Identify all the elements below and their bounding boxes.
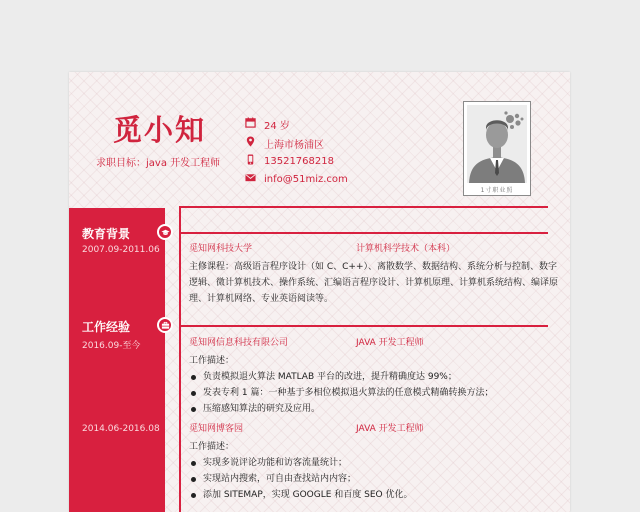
company-name: 觅知网信息科技有限公司: [189, 338, 289, 348]
resume-page: [69, 72, 570, 512]
email-text: info@51miz.com: [264, 173, 348, 185]
job-date: 2014.06-2016.08: [82, 424, 160, 434]
job-desc-label: 工作描述：: [189, 442, 235, 452]
job-entry: [189, 421, 559, 503]
mail-icon: [245, 172, 264, 186]
list-item: 实现站内搜索，可自由查找站内内容；: [189, 471, 559, 487]
job-bullets: [189, 455, 559, 503]
divider: [179, 325, 548, 327]
photo-caption: 1寸职业照: [480, 187, 514, 194]
major-name: 计算机科学技术（本科）: [356, 244, 456, 254]
job-bullets: [189, 369, 559, 417]
divider: [179, 232, 548, 234]
list-item: 压缩感知算法的研究及应用。: [189, 401, 559, 417]
list-item: 实现多说评论功能和访客流量统计；: [189, 455, 559, 471]
education-entry: [189, 241, 559, 307]
age-text: 24 岁: [264, 120, 290, 132]
section-title-education: 教育背景: [82, 227, 131, 241]
list-item: 负责模拟退火算法 MATLAB 平台的改进，提升精确度达 99%；: [189, 369, 559, 385]
candidate-name: 觅小知: [113, 113, 207, 147]
divider: [179, 206, 548, 208]
calendar-icon: [245, 117, 264, 131]
job-date: 2016.09-至今: [82, 341, 141, 351]
school-name: 觅知网科技大学: [189, 244, 253, 254]
section-title-experience: 工作经验: [82, 320, 131, 334]
info-age: [245, 117, 290, 131]
education-date: 2007.09-2011.06: [82, 245, 160, 255]
list-item: 发表专利 1 篇：一种基于多相位模拟退火算法的任意模式精确转换方法；: [189, 385, 559, 401]
company-name: 觅知网博客园: [189, 424, 244, 434]
job-entry: [189, 335, 559, 417]
location-text: 上海市杨浦区: [264, 139, 324, 151]
phone-icon: [245, 154, 264, 168]
info-email: [245, 172, 348, 186]
job-objective: 求职目标：java 开发工程师: [96, 158, 221, 169]
person-silhouette-icon: [467, 105, 527, 183]
photo-placeholder: [463, 101, 531, 196]
job-desc-label: 工作描述：: [189, 356, 235, 366]
briefcase-icon: [157, 317, 173, 333]
location-pin-icon: [245, 136, 264, 150]
timeline-line: [179, 206, 181, 512]
list-item: 添加 SITEMAP，实现 GOOGLE 和百度 SEO 优化。: [189, 487, 559, 503]
courses-text: 主修课程：高级语言程序设计（如 C、C++）、离散数学、数据结构、系统分析与控制、数字逻辑、微计算机技术、操作系统、汇编语言程序设计、计算机原理、计算机系统结构、编译原理、计算机网络、专业英语阅读等。: [189, 262, 559, 304]
info-phone: [245, 154, 334, 168]
phone-text: 13521768218: [264, 155, 334, 167]
info-location: [245, 136, 324, 150]
job-role: JAVA 开发工程师: [356, 338, 424, 348]
graduation-cap-icon: [157, 224, 173, 240]
job-role: JAVA 开发工程师: [356, 424, 424, 434]
